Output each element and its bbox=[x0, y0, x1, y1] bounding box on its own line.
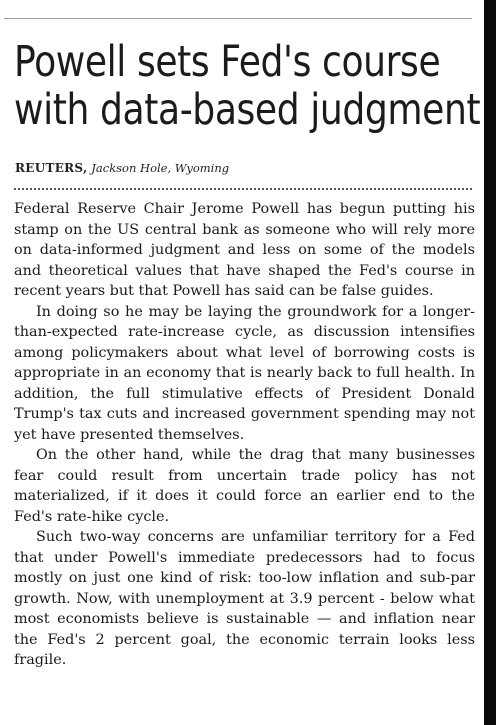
paragraph-2: In doing so he may be laying the groundwork for a longer-than-expected rate-increase cycle, as discussion intensifies among policymakers about what level of borrowing costs is appropriate in an economy that is nearly back to full health. In addition, the full stimulative effects of President Donald Trump's tax cuts and increased government spending may not yet have presented themselves. bbox=[14, 303, 475, 443]
article-body bbox=[14, 199, 475, 671]
headline-line-2: with data-based judgment bbox=[14, 85, 481, 135]
headline-line-1: Powell sets Fed's course bbox=[14, 37, 441, 87]
dotted-separator bbox=[14, 188, 472, 190]
cropped-previous-text bbox=[0, 0, 484, 8]
paragraph-4: Such two-way concerns are unfamiliar territory for a Fed that under Powell's immediate predecessors had to focus mostly on just one kind of risk: too-low inflation and sub-par growth. Now, with unemployment at 3.9 percent - below what most economists believe is sustainable — and inflation near the Fed's 2 percent goal, the economic terrain looks less fragile. bbox=[14, 529, 475, 668]
headline bbox=[14, 37, 481, 135]
dateline bbox=[15, 161, 229, 175]
dateline-place: Jackson Hole, Wyoming bbox=[91, 161, 230, 175]
page-edge-shadow bbox=[484, 0, 496, 725]
top-rule bbox=[4, 18, 472, 19]
paragraph-1: Federal Reserve Chair Jerome Powell has begun putting his stamp on the US central bank as someone who will rely more on data-informed judgment and less on some of the models and theoretical values that have shaped the Fed's course in recent years but that Powell has said can be false guides. bbox=[14, 201, 475, 299]
paragraph-3: On the other hand, while the drag that many businesses fear could result from uncertain trade policy has not materialized, if it does it could force an earlier end to the Fed's rate-hike cycle. bbox=[14, 447, 475, 525]
news-agency: REUTERS, bbox=[15, 161, 88, 175]
